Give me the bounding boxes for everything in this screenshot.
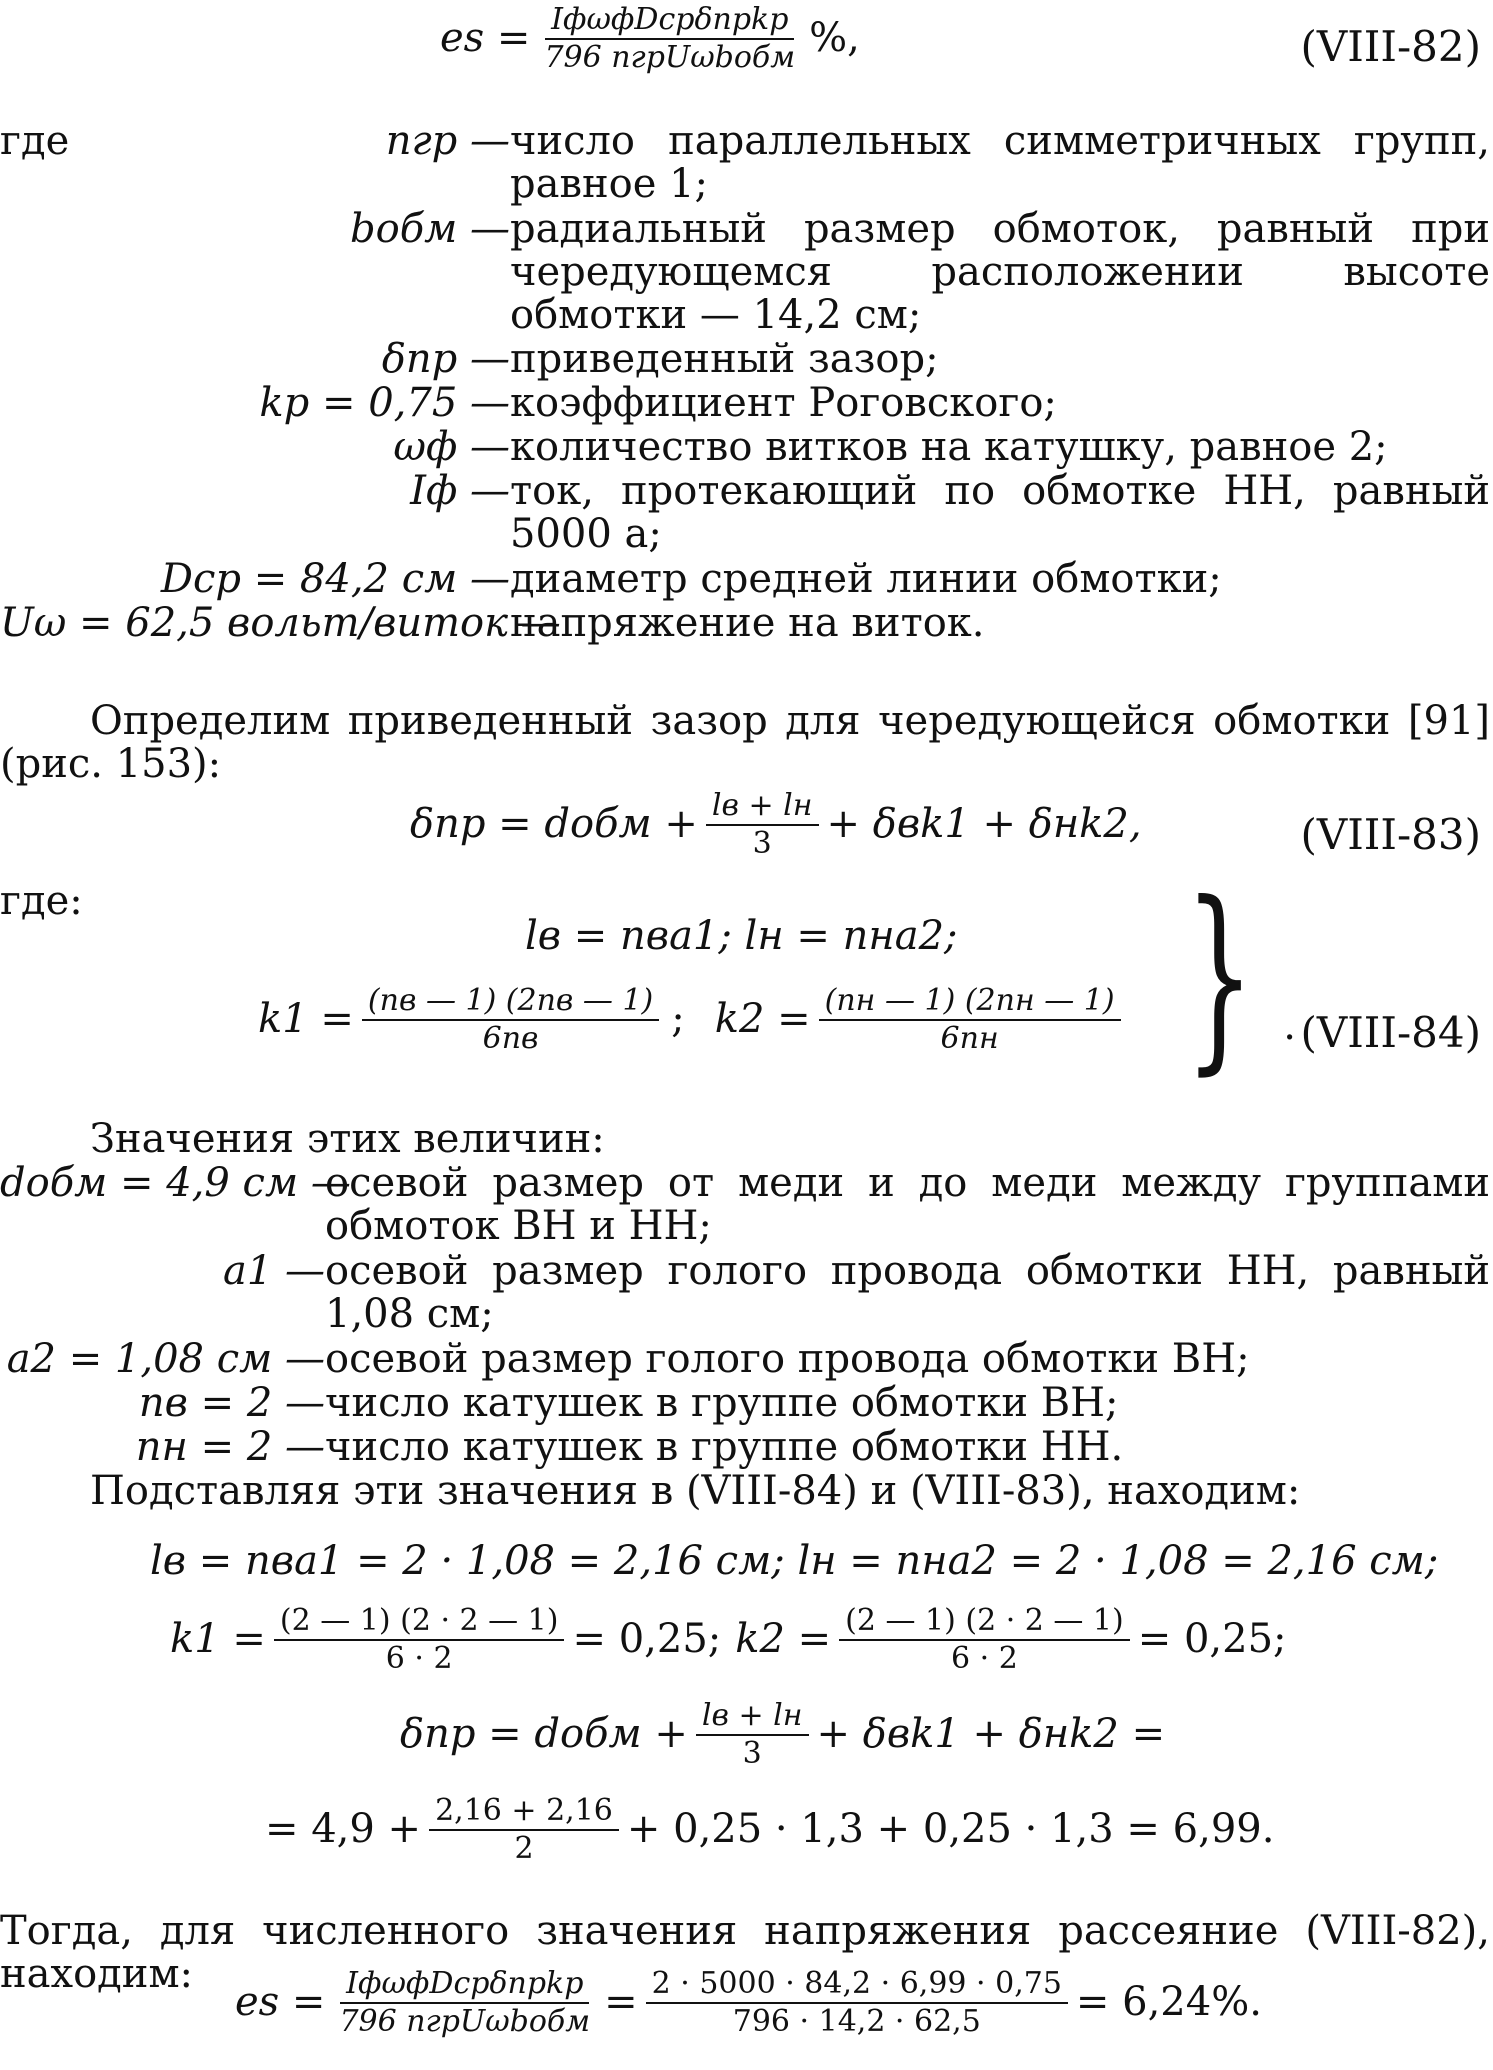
paragraph-4: Тогда, для численного значения напряжения рассеяние (VIII-82), находим: — [0, 1908, 1490, 1998]
definition-symbol: nв = 2 — — [138, 1380, 325, 1426]
definition-text: число катушек в группе обмотки ВН; — [325, 1380, 1119, 1426]
calc-k1-numerator: (2 — 1) (2 · 2 — 1) — [274, 1605, 565, 1641]
definition-text: осевой размер голого провода обмотки НН, равный 1,08 см; — [325, 1248, 1490, 1338]
eq84-line-2 — [258, 985, 1129, 1054]
definition-symbol: dобм = 4,9 см — — [0, 1160, 351, 1206]
final-result: = 6,24%. — [1075, 1978, 1262, 2025]
calc-delta-value-start: = 4,9 + — [265, 1805, 422, 1852]
definition-symbol: a2 = 1,08 см — — [6, 1336, 325, 1382]
definition-item — [0, 120, 1490, 208]
calc-delta-value-fraction — [429, 1795, 619, 1864]
paragraph-3: Подставляя эти значения в (VIII-84) и (VIII-83), находим: — [90, 1468, 1301, 1514]
calc-k2-fraction — [839, 1605, 1130, 1674]
eq84-k1-fraction — [362, 985, 659, 1054]
eq84-k2-lhs: k2 = — [714, 995, 811, 1042]
eq84-line-1 — [525, 915, 958, 958]
paragraph-1: Определим приведенный зазор для чередующейся обмотки [91] (рис. 153): — [0, 698, 1490, 788]
eq83-number: (VIII-83) — [1300, 810, 1481, 859]
calc-delta-numerator: lв + lн — [696, 1700, 809, 1736]
equation-viii-82 — [440, 4, 860, 73]
definition-symbol: kр = 0,75 — — [259, 380, 510, 426]
definitions-list-2 — [0, 1162, 1490, 1470]
definition-symbol: ωф — — [393, 424, 510, 470]
calc-k2-denominator: 6 · 2 — [951, 1640, 1018, 1676]
eq83-denominator: 3 — [752, 825, 772, 861]
eq82-lhs: es = — [440, 14, 531, 61]
calc-delta-line-1 — [400, 1700, 1165, 1769]
calc-k1-lhs: k1 = — [170, 1615, 266, 1662]
eq84-k1-denominator: 6nв — [482, 1020, 539, 1056]
eq84-k2-denominator: 6nн — [940, 1020, 999, 1056]
paragraph-2: Значения этих величин: — [90, 1116, 605, 1162]
eq83-fraction — [706, 790, 819, 859]
definition-text: радиальный размер обмоток, равный при чередующемся расположении высоте обмотки — 14,2 см; — [510, 206, 1490, 339]
definition-symbol: bобм — — [350, 206, 510, 252]
eq84-l-definitions: lв = nвa1; lн = nнa2; — [525, 913, 958, 959]
definition-symbol: Dср = 84,2 см — — [160, 556, 510, 602]
eq84-separator: ; — [671, 995, 685, 1042]
definition-text: напряжение на виток. — [510, 600, 985, 646]
calc-delta-value-numerator: 2,16 + 2,16 — [429, 1795, 619, 1831]
calc-k2-numerator: (2 — 1) (2 · 2 — 1) — [839, 1605, 1130, 1641]
calc-k1-fraction — [274, 1605, 565, 1674]
eq84-k1-numerator: (nв — 1) (2nв — 1) — [362, 985, 659, 1021]
definition-item — [0, 1426, 1490, 1470]
eq84-brace-group — [1150, 859, 1296, 1093]
final-equation — [235, 1968, 1262, 2037]
definition-text: ток, протекающий по обмотке НН, равный 5000 а; — [510, 468, 1490, 558]
final-lhs: es = — [235, 1978, 326, 2025]
eq84-k1-lhs: k1 = — [258, 995, 354, 1042]
definition-text: диаметр средней линии обмотки; — [510, 556, 1222, 602]
calc-k-values — [170, 1605, 1287, 1674]
eq84-k2-numerator: (nн — 1) (2nн — 1) — [819, 985, 1121, 1021]
definition-text: осевой размер от меди и до меди между группами обмоток ВН и НН; — [325, 1160, 1490, 1250]
calc-k1-denominator: 6 · 2 — [385, 1640, 453, 1676]
calc-l-values — [150, 1540, 1438, 1583]
eq82-number: (VIII-82) — [1300, 22, 1481, 71]
definition-item — [0, 1338, 1490, 1382]
final-numerator-1: IфωфDсрδпрkр — [340, 1968, 589, 2004]
definition-item — [0, 470, 1490, 558]
definition-item — [0, 1250, 1490, 1338]
final-denominator-2: 796 · 14,2 · 62,5 — [732, 2003, 981, 2039]
final-denominator-1: 796 nгрUωbобм — [339, 2003, 591, 2039]
where-label-1: где — [0, 118, 70, 164]
calc-k2-result: = 0,25; — [1137, 1615, 1287, 1662]
eq84-number: (VIII-84) — [1300, 1008, 1481, 1057]
definition-symbol: δпр — — [381, 336, 510, 382]
calc-delta-tail: + δвk1 + δнk2 = — [816, 1710, 1166, 1757]
definition-text: количество витков на катушку, равное 2; — [510, 424, 1388, 470]
eq83-numerator: lв + lн — [706, 790, 819, 826]
eq82-fraction — [538, 4, 801, 73]
eq82-numerator: IфωфDсрδпрkр — [545, 4, 794, 40]
calc-delta-lhs: δпр = dобм + — [400, 1710, 688, 1757]
eq83-lhs: δпр = dобм + — [410, 800, 698, 847]
definition-text: число катушек в группе обмотки НН. — [325, 1424, 1124, 1470]
calc-delta-value-denominator: 2 — [514, 1830, 534, 1866]
definition-item — [0, 1382, 1490, 1426]
calc-delta-denominator: 3 — [742, 1735, 762, 1771]
definition-item — [0, 558, 1490, 602]
calc-delta-value-tail: + 0,25 · 1,3 + 0,25 · 1,3 = 6,99. — [626, 1805, 1275, 1852]
definition-text: приведенный зазор; — [510, 336, 939, 382]
calc-delta-fraction — [696, 1700, 809, 1769]
definition-item — [0, 602, 1490, 646]
eq84-k2-fraction — [819, 985, 1121, 1054]
definition-symbol: Uω = 62,5 вольт/виток — — [0, 600, 561, 646]
definition-text: коэффициент Роговского; — [510, 380, 1057, 426]
definitions-list-1 — [0, 120, 1490, 646]
definition-text: число параллельных симметричных групп, равное 1; — [510, 118, 1490, 208]
calc-l-text: lв = nвa1 = 2 · 1,08 = 2,16 см; lн = nнa2 = 2 · 1,08 = 2,16 см; — [150, 1538, 1439, 1584]
calc-k2-lhs: k2 = — [735, 1615, 832, 1662]
eq84-period: . — [1283, 1003, 1296, 1049]
eq83-tail: + δвk1 + δнk2, — [826, 800, 1142, 847]
eq82-denominator: 796 nгрUωbобм — [544, 39, 796, 75]
final-fraction-2 — [646, 1968, 1068, 2037]
calc-delta-line-2 — [265, 1795, 1274, 1864]
eq82-tail: %, — [809, 14, 860, 61]
definition-text: осевой размер голого провода обмотки ВН; — [325, 1336, 1250, 1382]
definition-symbol: nн = 2 — — [135, 1424, 325, 1470]
definition-item — [0, 382, 1490, 426]
definition-item — [0, 1162, 1490, 1250]
final-numerator-2: 2 · 5000 · 84,2 · 6,99 · 0,75 — [646, 1968, 1068, 2004]
calc-k1-result: = 0,25; — [572, 1615, 722, 1662]
definition-symbol: nгр — — [385, 118, 510, 164]
eq84-right-brace: } — [1184, 859, 1255, 1093]
equation-viii-83 — [410, 790, 1142, 859]
definition-symbol: Iф — — [410, 468, 510, 514]
definition-symbol: a1 — — [222, 1248, 325, 1294]
final-fraction-1 — [333, 1968, 596, 2037]
definition-item — [0, 426, 1490, 470]
definition-item — [0, 208, 1490, 338]
definition-item — [0, 338, 1490, 382]
where-label-2: где: — [0, 878, 83, 924]
final-equals: = — [604, 1978, 638, 2025]
